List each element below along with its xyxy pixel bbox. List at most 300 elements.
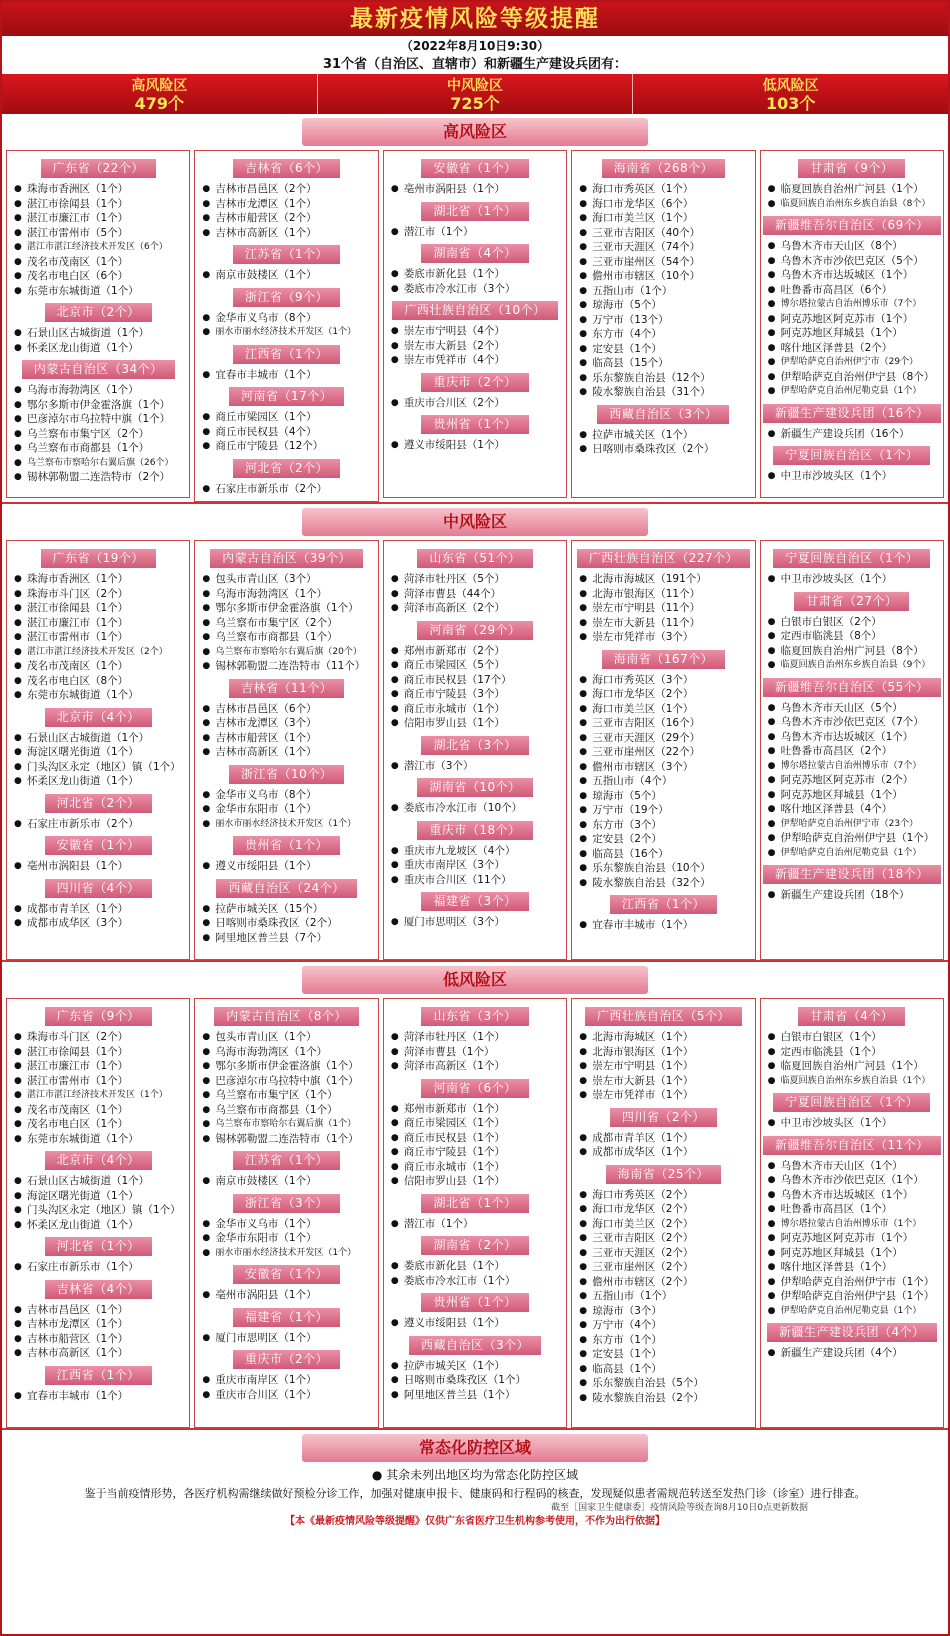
district-item: ● 三亚市天涯区（74个）	[574, 240, 752, 255]
province-header: 宁夏回族自治区（1个）	[773, 1093, 930, 1112]
province-header: 江苏省（1个）	[233, 1151, 340, 1170]
district-item: ● 石家庄市新乐市（2个）	[9, 817, 187, 832]
district-item: ● 乌兰察布市集宁区（1个）	[197, 1088, 375, 1103]
region-column	[194, 150, 378, 502]
district-item: ● 海口市龙华区（2个）	[574, 1202, 752, 1217]
district-item: ● 石家庄市新乐市（1个）	[9, 1260, 187, 1275]
province-header: 广西壮族自治区（227个）	[577, 549, 750, 568]
district-item: ● 厦门市思明区（3个）	[386, 915, 564, 930]
district-item: ● 临夏回族自治州广河县（1个）	[763, 1059, 941, 1074]
district-item: ● 海口市美兰区（1个）	[574, 211, 752, 226]
district-item: ● 乌兰察布市商都县（1个）	[197, 630, 375, 645]
summary-high	[2, 74, 318, 114]
district-item: ● 崇左市宁明县（11个）	[574, 601, 752, 616]
summary-low	[633, 74, 948, 114]
district-item: ● 重庆市合川区（11个）	[386, 873, 564, 888]
province-header: 西藏自治区（24个）	[216, 879, 356, 898]
district-item: ● 珠海市香洲区（1个）	[9, 572, 187, 587]
district-item: ● 锡林郭勒盟二连浩特市（1个）	[197, 1132, 375, 1147]
district-item: ● 琼海市（5个）	[574, 789, 752, 804]
district-item: ● 吉林市昌邑区（1个）	[9, 1303, 187, 1318]
district-item: ● 吉林市高新区（1个）	[197, 226, 375, 241]
district-item: ● 菏泽市曹县（44个）	[386, 587, 564, 602]
district-item: ● 商丘市梁园区（5个）	[386, 658, 564, 673]
summary-count: 479个	[134, 94, 185, 113]
district-item: ● 湛江市徐闻县（1个）	[9, 197, 187, 212]
district-item: ● 茂名市电白区（1个）	[9, 1117, 187, 1132]
district-item: ● 成都市青羊区（1个）	[9, 902, 187, 917]
district-item: ● 临高县（15个）	[574, 356, 752, 371]
province-header: 海南省（268个）	[602, 159, 725, 178]
district-item: ● 海淀区曙光街道（1个）	[9, 745, 187, 760]
province-header: 四川省（4个）	[45, 879, 152, 898]
district-item: ● 石景山区古城街道（1个）	[9, 326, 187, 341]
district-item: ● 湛江市廉江市（1个）	[9, 616, 187, 631]
district-item: ● 日喀则市桑珠孜区（2个）	[197, 916, 375, 931]
district-item: ● 拉萨市城关区（1个）	[386, 1359, 564, 1374]
region-columns	[2, 998, 948, 1428]
district-item: ● 崇左市大新县（1个）	[574, 1074, 752, 1089]
district-item: ● 娄底市冷水江市（10个）	[386, 801, 564, 816]
district-item: ● 菏泽市牡丹区（5个）	[386, 572, 564, 587]
district-item: ● 三亚市崖州区（54个）	[574, 255, 752, 270]
district-item: ● 乌海市海勃湾区（1个）	[197, 587, 375, 602]
district-item: ● 吉林市船营区（1个）	[197, 731, 375, 746]
district-item: ● 新疆生产建设兵团（4个）	[763, 1346, 941, 1361]
district-item: ● 娄底市冷水江市（1个）	[386, 1274, 564, 1289]
district-item: ● 金华市义乌市（8个）	[197, 788, 375, 803]
district-item: ● 乌海市海勃湾区（1个）	[9, 383, 187, 398]
disclaimer: 【本《最新疫情风险等级提醒》仅供广东省医疗卫生机构参考使用，不作为出行依据】	[285, 1516, 665, 1527]
province-header: 内蒙古自治区（8个）	[214, 1007, 359, 1026]
district-item: ● 陵水黎族自治县（31个）	[574, 385, 752, 400]
district-item: ● 新疆生产建设兵团（16个）	[763, 427, 941, 442]
district-item: ● 临高县（1个）	[574, 1362, 752, 1377]
district-item: ● 伊犁哈萨克自治州伊宁市（29个）	[763, 355, 941, 370]
province-header: 北京市（2个）	[45, 303, 152, 322]
district-item: ● 湛江市雷州市（1个）	[9, 1074, 187, 1089]
district-item: ● 崇左市宁明县（1个）	[574, 1059, 752, 1074]
district-item: ● 商丘市宁陵县（1个）	[386, 1145, 564, 1160]
district-item: ● 重庆市合川区（2个）	[386, 396, 564, 411]
district-item: ● 乌鲁木齐市天山区（8个）	[763, 239, 941, 254]
district-item: ● 临夏回族自治州广河县（1个）	[763, 182, 941, 197]
routine-label: 其余未列出地区均为常态化防控区域	[386, 1468, 579, 1482]
province-header: 重庆市（18个）	[417, 821, 532, 840]
district-item: ● 信阳市罗山县（1个）	[386, 716, 564, 731]
province-header: 甘肃省（27个）	[794, 592, 909, 611]
district-item: ● 金华市义乌市（1个）	[197, 1217, 375, 1232]
province-header: 山东省（51个）	[417, 549, 532, 568]
intro-text: 31个省（自治区、直辖市）和新疆生产建设兵团有：	[322, 57, 628, 72]
district-item: ● 定安县（1个）	[574, 342, 752, 357]
province-header: 江西省（1个）	[45, 1366, 152, 1385]
district-item: ● 博尔塔拉蒙古自治州博乐市（7个）	[763, 759, 941, 774]
district-item: ● 吐鲁番市高昌区（1个）	[763, 1202, 941, 1217]
district-item: ● 北海市海城区（1个）	[574, 1030, 752, 1045]
district-item: ● 五指山市（1个）	[574, 1289, 752, 1304]
summary-count: 103个	[765, 94, 816, 113]
region-column	[760, 998, 944, 1428]
district-item: ● 喀什地区泽普县（1个）	[763, 1260, 941, 1275]
district-item: ● 商丘市永城市（1个）	[386, 702, 564, 717]
district-item: ● 石景山区古城街道（1个）	[9, 731, 187, 746]
district-item: ● 崇左市大新县（2个）	[386, 339, 564, 354]
district-item: ● 陵水黎族自治县（2个）	[574, 1391, 752, 1406]
district-item: ● 喀什地区泽普县（4个）	[763, 802, 941, 817]
routine-text: ● 其余未列出地区均为常态化防控区域	[371, 1468, 579, 1482]
district-item: ● 怀柔区龙山街道（1个）	[9, 341, 187, 356]
district-item: ● 南京市鼓楼区（1个）	[197, 1174, 375, 1189]
district-item: ● 商丘市民权县（17个）	[386, 673, 564, 688]
district-item: ● 陵水黎族自治县（32个）	[574, 876, 752, 891]
province-header: 河南省（17个）	[229, 387, 344, 406]
district-item: ● 琼海市（3个）	[574, 1304, 752, 1319]
district-item: ● 吉林市昌邑区（2个）	[197, 182, 375, 197]
province-header: 湖南省（4个）	[421, 244, 528, 263]
district-item: ● 乐东黎族自治县（10个）	[574, 861, 752, 876]
district-item: ● 郑州市新郑市（1个）	[386, 1102, 564, 1117]
district-item: ● 阿克苏地区阿克苏市（1个）	[763, 1231, 941, 1246]
district-item: ● 阿里地区普兰县（1个）	[386, 1388, 564, 1403]
district-item: ● 菏泽市高新区（1个）	[386, 1059, 564, 1074]
district-item: ● 吉林市龙潭区（1个）	[9, 1317, 187, 1332]
district-item: ● 珠海市香洲区（1个）	[9, 182, 187, 197]
district-item: ● 海口市龙华区（6个）	[574, 197, 752, 212]
district-item: ● 伊犁哈萨克自治州伊宁市（23个）	[763, 817, 941, 832]
district-item: ● 金华市义乌市（8个）	[197, 311, 375, 326]
province-header: 福建省（1个）	[233, 1308, 340, 1327]
province-header: 江西省（1个）	[233, 345, 340, 364]
province-header: 西藏自治区（3个）	[597, 405, 729, 424]
district-item: ● 定西市临洮县（1个）	[763, 1045, 941, 1060]
district-item: ● 吉林市昌邑区（6个）	[197, 702, 375, 717]
district-item: ● 茂名市电白区（8个）	[9, 674, 187, 689]
district-item: ● 白银市白银区（1个）	[763, 1030, 941, 1045]
province-header: 福建省（3个）	[421, 892, 528, 911]
region-column	[194, 998, 378, 1428]
district-item: ● 吉林市高新区（1个）	[197, 745, 375, 760]
district-item: ● 鄂尔多斯市伊金霍洛旗（1个）	[197, 601, 375, 616]
region-column	[571, 540, 755, 960]
region-column	[571, 150, 755, 498]
footer-note: 鉴于当前疫情形势，各医疗机构需继续做好预检分诊工作，加强对健康申报卡、健康码和行程码的核查，发现疑似患者需规范转送至发热门诊（诊室）进行排查。	[84, 1487, 866, 1500]
district-item: ● 亳州市涡阳县（1个）	[9, 859, 187, 874]
district-item: ● 东方市（4个）	[574, 327, 752, 342]
district-item: ● 商丘市民权县（4个）	[197, 425, 375, 440]
province-header: 广西壮族自治区（5个）	[585, 1007, 742, 1026]
province-header: 山东省（3个）	[421, 1007, 528, 1026]
district-item: ● 茂名市茂南区（1个）	[9, 659, 187, 674]
province-header: 新疆维吾尔自治区（69个）	[763, 216, 941, 235]
district-item: ● 遵义市绥阳县（1个）	[386, 438, 564, 453]
district-item: ● 三亚市吉阳区（16个）	[574, 716, 752, 731]
district-item: ● 南京市鼓楼区（1个）	[197, 268, 375, 283]
district-item: ● 伊犁哈萨克自治州尼勒克县（1个）	[763, 384, 941, 399]
district-item: ● 湛江市廉江市（1个）	[9, 211, 187, 226]
district-item: ● 信阳市罗山县（1个）	[386, 1174, 564, 1189]
district-item: ● 重庆市九龙坡区（4个）	[386, 844, 564, 859]
province-header: 广西壮族自治区（10个）	[392, 301, 557, 320]
district-item: ● 日喀则市桑珠孜区（2个）	[574, 442, 752, 457]
district-item: ● 锡林郭勒盟二连浩特市（11个）	[197, 659, 375, 674]
district-item: ● 崇左市凭祥市（1个）	[574, 1088, 752, 1103]
region-column	[6, 540, 190, 960]
update-date: （2022年8月10日9:30）	[400, 39, 550, 53]
province-header: 新疆维吾尔自治区（11个）	[763, 1136, 941, 1155]
district-item: ● 重庆市南岸区（3个）	[386, 858, 564, 873]
province-header: 浙江省（9个）	[233, 288, 340, 307]
district-item: ● 临夏回族自治州东乡族自治县（9个）	[763, 658, 941, 673]
district-item: ● 成都市成华区（3个）	[9, 916, 187, 931]
province-header: 新疆生产建设兵团（18个）	[763, 865, 941, 884]
district-item: ● 中卫市沙坡头区（1个）	[763, 572, 941, 587]
district-item: ● 怀柔区龙山街道（1个）	[9, 1218, 187, 1233]
district-item: ● 博尔塔拉蒙古自治州博乐市（1个）	[763, 1217, 941, 1232]
district-item: ● 成都市青羊区（1个）	[574, 1131, 752, 1146]
district-item: ● 白银市白银区（2个）	[763, 615, 941, 630]
district-item: ● 遵义市绥阳县（1个）	[386, 1316, 564, 1331]
district-item: ● 阿克苏地区阿克苏市（1个）	[763, 312, 941, 327]
district-item: ● 金华市东阳市（1个）	[197, 1231, 375, 1246]
data-source: 截至［国家卫生健康委］疫情风险等级查询8月10日0点更新数据	[551, 1503, 808, 1513]
district-item: ● 茂名市茂南区（1个）	[9, 255, 187, 270]
district-item: ● 临高县（16个）	[574, 847, 752, 862]
province-header: 浙江省（10个）	[229, 765, 344, 784]
district-item: ● 娄底市新化县（1个）	[386, 267, 564, 282]
district-item: ● 东莞市东城街道（1个）	[9, 284, 187, 299]
district-item: ● 茂名市茂南区（1个）	[9, 1103, 187, 1118]
district-item: ● 崇左市宁明县（4个）	[386, 324, 564, 339]
district-item: ● 丽水市丽水经济技术开发区（1个）	[197, 325, 375, 340]
district-item: ● 丽水市丽水经济技术开发区（1个）	[197, 817, 375, 832]
region-column	[383, 998, 567, 1428]
district-item: ● 商丘市宁陵县（12个）	[197, 439, 375, 454]
province-header: 四川省（2个）	[610, 1108, 717, 1127]
district-item: ● 日喀则市桑珠孜区（1个）	[386, 1373, 564, 1388]
district-item: ● 珠海市斗门区（2个）	[9, 587, 187, 602]
region-column	[6, 998, 190, 1428]
district-item: ● 乌兰察布市商都县（1个）	[197, 1103, 375, 1118]
summary-count: 725个	[450, 94, 500, 113]
page-title: 最新疫情风险等级提醒	[2, 2, 948, 36]
district-item: ● 东方市（3个）	[574, 818, 752, 833]
region-column	[571, 998, 755, 1428]
district-item: ● 遵义市绥阳县（1个）	[197, 859, 375, 874]
district-item: ● 阿克苏地区拜城县（1个）	[763, 788, 941, 803]
district-item: ● 宜春市丰城市（1个）	[197, 368, 375, 383]
district-item: ● 包头市青山区（1个）	[197, 1030, 375, 1045]
district-item: ● 三亚市天涯区（2个）	[574, 1246, 752, 1261]
district-item: ● 吉林市船营区（1个）	[9, 1332, 187, 1347]
district-item: ● 乌兰察布市商都县（1个）	[9, 441, 187, 456]
district-item: ● 乌鲁木齐市达坂城区（1个）	[763, 268, 941, 283]
district-item: ● 成都市成华区（1个）	[574, 1145, 752, 1160]
province-header: 湖南省（2个）	[421, 1236, 528, 1255]
district-item: ● 琼海市（5个）	[574, 298, 752, 313]
province-header: 宁夏回族自治区（1个）	[773, 549, 930, 568]
province-header: 浙江省（3个）	[233, 1194, 340, 1213]
district-item: ● 拉萨市城关区（1个）	[574, 428, 752, 443]
section-title: 高风险区	[302, 118, 648, 146]
district-item: ● 宜春市丰城市（1个）	[9, 1389, 187, 1404]
district-item: ● 阿里地区普兰县（7个）	[197, 931, 375, 946]
district-item: ● 厦门市思明区（1个）	[197, 1331, 375, 1346]
district-item: ● 吉林市高新区（1个）	[9, 1346, 187, 1361]
district-item: ● 怀柔区龙山街道（1个）	[9, 774, 187, 789]
province-header: 江苏省（1个）	[233, 245, 340, 264]
district-item: ● 喀什地区泽普县（2个）	[763, 341, 941, 356]
district-item: ● 吉林市船营区（2个）	[197, 211, 375, 226]
district-item: ● 湛江市湛江经济技术开发区（1个）	[9, 1088, 187, 1103]
district-item: ● 阿克苏地区拜城县（1个）	[763, 1246, 941, 1261]
section-title: 常态化防控区域	[302, 1434, 648, 1462]
district-item: ● 菏泽市牡丹区（1个）	[386, 1030, 564, 1045]
district-item: ● 乌兰察布市察哈尔右翼后旗（26个）	[9, 456, 187, 471]
province-header: 新疆生产建设兵团（4个）	[767, 1323, 937, 1342]
province-header: 贵州省（1个）	[421, 415, 528, 434]
district-item: ● 崇左市大新县（11个）	[574, 616, 752, 631]
district-item: ● 东方市（1个）	[574, 1333, 752, 1348]
district-item: ● 湛江市湛江经济技术开发区（2个）	[9, 645, 187, 660]
district-item: ● 重庆市南岸区（1个）	[197, 1373, 375, 1388]
province-header: 贵州省（1个）	[233, 836, 340, 855]
district-item: ● 乌鲁木齐市天山区（5个）	[763, 701, 941, 716]
district-item: ● 潜江市（3个）	[386, 759, 564, 774]
district-item: ● 乐东黎族自治县（5个）	[574, 1376, 752, 1391]
district-item: ● 三亚市天涯区（29个）	[574, 731, 752, 746]
province-header: 吉林省（6个）	[233, 159, 340, 178]
district-item: ● 湛江市廉江市（1个）	[9, 1059, 187, 1074]
district-item: ● 海淀区曙光街道（1个）	[9, 1189, 187, 1204]
district-item: ● 乐东黎族自治县（12个）	[574, 371, 752, 386]
district-item: ● 乌鲁木齐市沙依巴克区（1个）	[763, 1173, 941, 1188]
district-item: ● 商丘市宁陵县（3个）	[386, 687, 564, 702]
region-column	[194, 540, 378, 960]
district-item: ● 海口市秀英区（1个）	[574, 182, 752, 197]
province-header: 江西省（1个）	[610, 895, 717, 914]
district-item: ● 乌鲁木齐市沙依巴克区（5个）	[763, 254, 941, 269]
region-column	[760, 540, 944, 960]
risk-summary	[2, 74, 948, 114]
province-header: 内蒙古自治区（34个）	[22, 360, 175, 379]
district-item: ● 定安县（2个）	[574, 832, 752, 847]
province-header: 河南省（6个）	[421, 1079, 528, 1098]
district-item: ● 五指山市（1个）	[574, 284, 752, 299]
district-item: ● 三亚市吉阳区（2个）	[574, 1231, 752, 1246]
province-header: 宁夏回族自治区（1个）	[773, 446, 930, 465]
summary-label: 低风险区	[762, 78, 819, 94]
district-item: ● 伊犁哈萨克自治州伊宁县（8个）	[763, 370, 941, 385]
province-header: 安徽省（1个）	[233, 1265, 340, 1284]
district-item: ● 鄂尔多斯市伊金霍洛旗（1个）	[9, 398, 187, 413]
low-risk-section	[2, 966, 948, 1430]
province-header: 海南省（167个）	[602, 650, 725, 669]
district-item: ● 乌兰察布市察哈尔右翼后旗（1个）	[197, 1117, 375, 1132]
summary-label: 高风险区	[131, 78, 188, 94]
province-header: 新疆生产建设兵团（16个）	[763, 404, 941, 423]
district-item: ● 吐鲁番市高昌区（6个）	[763, 283, 941, 298]
region-column	[6, 150, 190, 498]
district-item: ● 乌鲁木齐市达坂城区（1个）	[763, 730, 941, 745]
district-item: ● 娄底市新化县（1个）	[386, 1259, 564, 1274]
district-item: ● 商丘市民权县（1个）	[386, 1131, 564, 1146]
mid-risk-section	[2, 508, 948, 962]
district-item: ● 临夏回族自治州东乡族自治县（8个）	[763, 197, 941, 212]
district-item: ● 菏泽市曹县（1个）	[386, 1045, 564, 1060]
district-item: ● 伊犁哈萨克自治州尼勒克县（1个）	[763, 1304, 941, 1319]
summary-mid	[318, 74, 634, 114]
district-item: ● 东莞市东城街道（1个）	[9, 688, 187, 703]
district-item: ● 吐鲁番市高昌区（2个）	[763, 744, 941, 759]
district-item: ● 博尔塔拉蒙古自治州博乐市（7个）	[763, 297, 941, 312]
province-header: 河北省（1个）	[45, 1237, 152, 1256]
district-item: ● 五指山市（4个）	[574, 774, 752, 789]
district-item: ● 吉林市龙潭区（3个）	[197, 716, 375, 731]
district-item: ● 新疆生产建设兵团（18个）	[763, 888, 941, 903]
district-item: ● 鄂尔多斯市伊金霍洛旗（1个）	[197, 1059, 375, 1074]
district-item: ● 石家庄市新乐市（2个）	[197, 482, 375, 497]
district-item: ● 崇左市凭祥市（3个）	[574, 630, 752, 645]
district-item: ● 拉萨市城关区（15个）	[197, 902, 375, 917]
district-item: ● 商丘市梁园区（1个）	[386, 1116, 564, 1131]
district-item: ● 中卫市沙坡头区（1个）	[763, 469, 941, 484]
district-item: ● 巴彦淖尔市乌拉特中旗（1个）	[9, 412, 187, 427]
district-item: ● 伊犁哈萨克自治州伊宁市（1个）	[763, 1275, 941, 1290]
district-item: ● 亳州市涡阳县（1个）	[386, 182, 564, 197]
district-item: ● 湛江市徐闻县（1个）	[9, 1045, 187, 1060]
district-item: ● 临夏回族自治州东乡族自治县（1个）	[763, 1074, 941, 1089]
district-item: ● 海口市秀英区（2个）	[574, 1188, 752, 1203]
high-risk-section	[2, 118, 948, 504]
district-item: ● 定西市临洮县（8个）	[763, 629, 941, 644]
province-header: 北京市（4个）	[45, 708, 152, 727]
province-header: 甘肃省（4个）	[798, 1007, 905, 1026]
section-title: 中风险区	[302, 508, 648, 536]
district-item: ● 伊犁哈萨克自治州尼勒克县（1个）	[763, 846, 941, 861]
province-header: 湖北省（1个）	[421, 202, 528, 221]
district-item: ● 乌鲁木齐市达坂城区（1个）	[763, 1188, 941, 1203]
district-item: ● 海口市龙华区（2个）	[574, 687, 752, 702]
district-item: ● 临夏回族自治州广河县（8个）	[763, 644, 941, 659]
district-item: ● 潜江市（1个）	[386, 1217, 564, 1232]
province-header: 吉林省（4个）	[45, 1280, 152, 1299]
district-item: ● 北海市银海区（11个）	[574, 587, 752, 602]
section-title: 低风险区	[302, 966, 648, 994]
routine-section	[2, 1434, 948, 1484]
region-columns	[2, 540, 948, 960]
province-header: 湖北省（3个）	[421, 736, 528, 755]
region-column	[383, 540, 567, 960]
province-header: 安徽省（1个）	[421, 159, 528, 178]
district-item: ● 湛江市徐闻县（1个）	[9, 601, 187, 616]
district-item: ● 金华市东阳市（1个）	[197, 802, 375, 817]
region-columns	[2, 150, 948, 502]
district-item: ● 海口市美兰区（2个）	[574, 1217, 752, 1232]
district-item: ● 郑州市新郑市（2个）	[386, 644, 564, 659]
district-item: ● 崇左市凭祥市（4个）	[386, 353, 564, 368]
district-item: ● 三亚市崖州区（22个）	[574, 745, 752, 760]
district-item: ● 珠海市斗门区（2个）	[9, 1030, 187, 1045]
region-column	[383, 150, 567, 498]
district-item: ● 丽水市丽水经济技术开发区（1个）	[197, 1246, 375, 1261]
province-header: 海南省（25个）	[606, 1165, 721, 1184]
district-item: ● 中卫市沙坡头区（1个）	[763, 1116, 941, 1131]
district-item: ● 儋州市市辖区（10个）	[574, 269, 752, 284]
province-header: 安徽省（1个）	[45, 836, 152, 855]
district-item: ● 海口市秀英区（3个）	[574, 673, 752, 688]
province-header: 北京市（4个）	[45, 1151, 152, 1170]
